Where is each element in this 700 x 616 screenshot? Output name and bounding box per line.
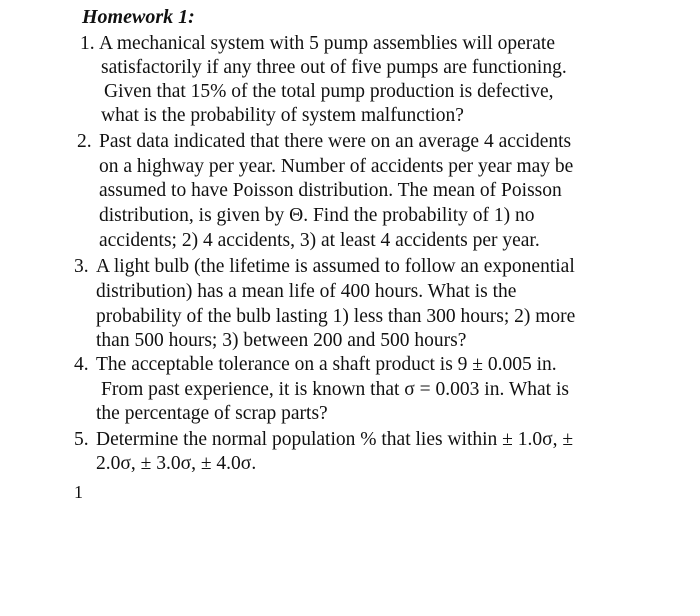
problem-1-line-1: A mechanical system with 5 pump assemblies will operate: [99, 33, 555, 54]
problem-1-line-3: Given that 15% of the total pump production is defective,: [104, 81, 554, 102]
problem-4-line-3: the percentage of scrap parts?: [96, 403, 328, 424]
problem-2-line-5: accidents; 2) 4 accidents, 3) at least 4 accidents per year.: [99, 230, 540, 251]
page-title: Homework 1:: [82, 6, 195, 28]
problem-1-line-2: satisfactorily if any three out of five pumps are functioning.: [101, 57, 567, 78]
problem-3-line-4: than 500 hours; 3) between 200 and 500 hours?: [96, 330, 467, 351]
problem-2-line-1: Past data indicated that there were on an average 4 accidents: [99, 131, 572, 152]
problem-2-line-2: on a highway per year. Number of accidents per year may be: [99, 156, 574, 177]
problem-4-line-1: The acceptable tolerance on a shaft product is 9 ± 0.005 in.: [96, 354, 557, 375]
problem-1-number: 1.: [80, 33, 95, 54]
problem-4-number: 4.: [74, 354, 89, 375]
problem-1-line-4: what is the probability of system malfunction?: [101, 105, 464, 126]
problem-5-line-2: 2.0σ, ± 3.0σ, ± 4.0σ.: [96, 453, 257, 474]
problem-4-line-2: From past experience, it is known that σ = 0.003 in. What is: [101, 379, 569, 400]
problem-3-line-3: probability of the bulb lasting 1) less than 300 hours; 2) more: [96, 306, 576, 327]
problem-2-number: 2.: [77, 131, 92, 152]
page-number: 1: [74, 482, 83, 502]
problem-2-line-4: distribution, is given by Θ. Find the probability of 1) no: [99, 205, 535, 226]
problem-3-line-1: A light bulb (the lifetime is assumed to follow an exponential: [96, 256, 575, 277]
problem-3-line-2: distribution) has a mean life of 400 hours. What is the: [96, 281, 517, 302]
problem-3-number: 3.: [74, 256, 89, 277]
problem-5-number: 5.: [74, 429, 89, 450]
problem-2-line-3: assumed to have Poisson distribution. The mean of Poisson: [99, 180, 562, 201]
problem-5-line-1: Determine the normal population % that lies within ± 1.0σ, ±: [96, 429, 574, 450]
